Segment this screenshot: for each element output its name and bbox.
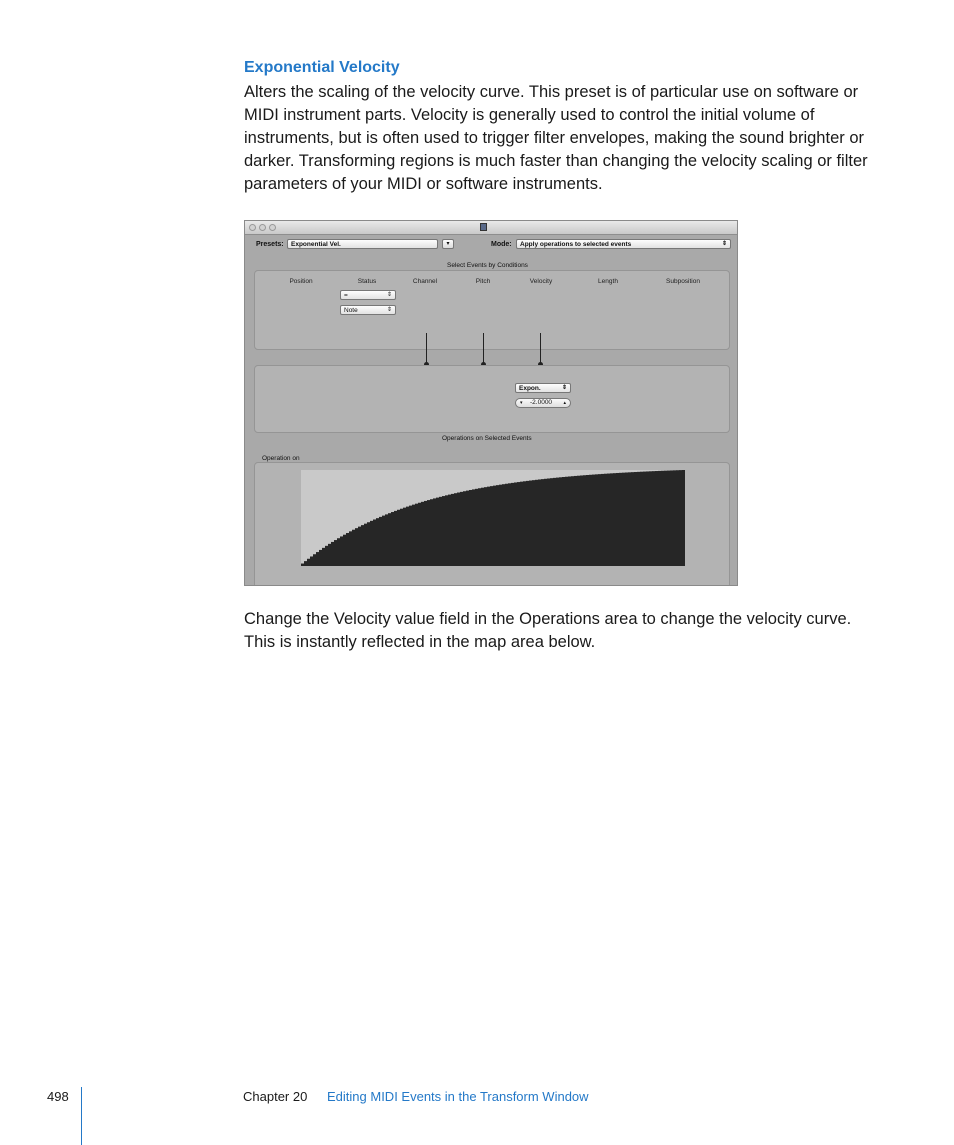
status-condition-popup[interactable] <box>340 290 396 300</box>
map-bar <box>583 475 586 566</box>
map-bar <box>376 518 379 566</box>
column-subposition: Subposition <box>666 278 700 285</box>
map-bar <box>556 478 559 566</box>
map-bar <box>379 517 382 566</box>
map-bar <box>619 473 622 566</box>
map-bar <box>439 497 442 566</box>
map-bar <box>622 473 625 566</box>
map-bar <box>592 475 595 566</box>
map-bar <box>631 472 634 566</box>
map-bar <box>523 481 526 566</box>
map-bar <box>616 473 619 566</box>
operations-panel <box>254 365 730 433</box>
map-bar <box>478 488 481 566</box>
operation-on-label: Operation on <box>262 455 300 462</box>
status-value-popup[interactable] <box>340 305 396 315</box>
velocity-value-field[interactable] <box>515 398 571 408</box>
map-bar <box>520 482 523 566</box>
column-pitch: Pitch <box>475 278 491 285</box>
map-bar <box>349 531 352 566</box>
map-bar <box>652 471 655 566</box>
velocity-map-graph[interactable] <box>301 470 685 566</box>
velocity-value: -2.0000 <box>530 399 553 406</box>
map-bar <box>505 484 508 566</box>
map-bar <box>613 473 616 566</box>
map-bar <box>634 472 637 566</box>
map-bar <box>466 491 469 566</box>
map-bar <box>325 546 328 566</box>
select-conditions-caption: Select Events by Conditions <box>447 262 528 269</box>
map-bar <box>463 491 466 566</box>
map-bar <box>598 474 601 566</box>
increment-arrow-icon: ▴ <box>563 400 566 406</box>
map-bar <box>625 472 628 566</box>
close-button[interactable] <box>249 224 256 231</box>
map-bar <box>649 471 652 566</box>
map-bar <box>346 533 349 566</box>
map-bar <box>571 476 574 566</box>
map-bar <box>547 478 550 566</box>
map-bar <box>400 509 403 566</box>
mode-value: Apply operations to selected events <box>520 241 632 248</box>
map-bar <box>565 477 568 566</box>
map-bar <box>421 502 424 566</box>
map-bar <box>511 483 514 566</box>
map-bar <box>679 470 682 566</box>
map-bar <box>544 479 547 566</box>
map-bar <box>460 492 463 566</box>
velocity-map-curve <box>301 470 685 566</box>
updown-arrows-icon: ⇕ <box>386 292 392 298</box>
presets-label: Presets: <box>256 241 284 248</box>
operations-caption: Operations on Selected Events <box>442 435 532 442</box>
map-bar <box>406 507 409 566</box>
map-bar <box>574 476 577 566</box>
presets-menu-button[interactable] <box>442 239 454 249</box>
map-bar <box>640 472 643 566</box>
window-titlebar <box>245 221 737 235</box>
map-bar <box>628 472 631 566</box>
map-bar <box>448 495 451 566</box>
intro-paragraph: Alters the scaling of the velocity curve. This preset is of particular use on software or MIDI instrument parts. Velocity is generally used to control the initial volume of instruments, but is often used to trigger filter envelopes, making the sound brighter or darker. Transforming regions is much faster than changing the velocity scaling or filter parameters of your MIDI or software instruments. <box>244 83 868 193</box>
map-bar <box>310 556 313 566</box>
map-bar <box>550 478 553 566</box>
followup-paragraph: Change the Velocity value field in the Operations area to change the velocity curve. This is instantly reflected in the map area below. <box>244 610 852 651</box>
section-heading: Exponential Velocity <box>244 59 400 76</box>
map-bar <box>487 487 490 566</box>
map-bar <box>424 501 427 566</box>
map-bar <box>535 480 538 566</box>
map-bar <box>328 544 331 566</box>
map-bar <box>553 478 556 566</box>
map-bar <box>589 475 592 566</box>
map-bar <box>451 494 454 566</box>
map-bar <box>610 473 613 566</box>
map-bar <box>475 489 478 566</box>
transform-window-screenshot <box>244 220 738 586</box>
map-bar <box>382 516 385 566</box>
map-bar <box>436 498 439 566</box>
map-bar <box>643 472 646 566</box>
map-bar <box>559 477 562 566</box>
map-bar <box>304 561 307 566</box>
map-bar <box>673 470 676 566</box>
map-bar <box>316 552 319 566</box>
map-bar <box>397 510 400 566</box>
decrement-arrow-icon: ▾ <box>520 400 523 406</box>
map-bar <box>469 490 472 566</box>
map-bar <box>472 489 475 566</box>
map-bar <box>337 538 340 566</box>
map-bar <box>319 550 322 566</box>
map-bar <box>541 479 544 566</box>
map-bar <box>457 493 460 566</box>
updown-arrows-icon: ⇕ <box>721 241 727 247</box>
map-bar <box>358 527 361 566</box>
column-position: Position <box>289 278 313 285</box>
presets-popup[interactable] <box>287 239 438 249</box>
map-bar <box>313 554 316 566</box>
map-bar <box>595 474 598 566</box>
map-bar <box>361 525 364 566</box>
map-bar <box>340 536 343 566</box>
column-channel: Channel <box>412 278 438 285</box>
footer-chapter: Chapter 20 <box>243 1089 308 1104</box>
map-bar <box>586 475 589 566</box>
map-bar <box>493 486 496 566</box>
column-status: Status <box>357 278 377 285</box>
map-bar <box>427 500 430 566</box>
minimize-button[interactable] <box>259 224 266 231</box>
map-bar <box>568 476 571 566</box>
map-bar <box>532 480 535 566</box>
map-bar <box>412 505 415 566</box>
map-bar <box>322 548 325 566</box>
map-bar <box>664 471 667 566</box>
window-document-icon <box>480 223 487 231</box>
column-velocity: Velocity <box>529 278 553 285</box>
conditions-panel <box>254 270 730 350</box>
updown-arrows-icon: ⇕ <box>386 307 392 313</box>
map-bar <box>391 512 394 566</box>
map-bar <box>682 470 685 566</box>
map-bar <box>517 482 520 566</box>
page-number: 498 <box>47 1089 69 1104</box>
map-bar <box>658 471 661 566</box>
chevron-down-icon: ▾ <box>446 241 450 247</box>
footer-chapter-title: Editing MIDI Events in the Transform Window <box>327 1089 589 1104</box>
map-bar <box>676 470 679 566</box>
map-bar <box>403 508 406 566</box>
column-length: Length <box>598 278 618 285</box>
map-bar <box>655 471 658 566</box>
map-bar <box>364 524 367 566</box>
map-bar <box>385 514 388 566</box>
velocity-operation-value: Expon. <box>519 385 541 392</box>
map-bar <box>433 498 436 566</box>
mode-label: Mode: <box>491 241 512 248</box>
map-bar <box>502 484 505 566</box>
map-bar <box>661 471 664 566</box>
map-bar <box>301 564 304 566</box>
map-bar <box>334 540 337 566</box>
map-bar <box>562 477 565 566</box>
map-bar <box>415 504 418 566</box>
map-bar <box>418 503 421 566</box>
map-bar <box>646 471 649 566</box>
map-bar <box>601 474 604 566</box>
map-bar <box>604 474 607 566</box>
zoom-button[interactable] <box>269 224 276 231</box>
footer-divider <box>81 1087 82 1145</box>
map-bar <box>481 488 484 566</box>
map-bar <box>388 513 391 566</box>
updown-arrows-icon: ⇕ <box>561 385 567 391</box>
map-bar <box>352 530 355 566</box>
status-condition-value: = <box>344 292 348 299</box>
map-bar <box>607 474 610 566</box>
map-bar <box>667 471 670 566</box>
map-bar <box>355 528 358 566</box>
map-bar <box>499 485 502 566</box>
mode-popup[interactable] <box>516 239 731 249</box>
map-bar <box>496 485 499 566</box>
map-bar <box>484 487 487 566</box>
map-bar <box>343 535 346 566</box>
map-bar <box>490 486 493 566</box>
map-bar <box>529 481 532 566</box>
map-bar <box>526 481 529 566</box>
map-bar <box>409 506 412 566</box>
map-bar <box>670 470 673 566</box>
presets-value: Exponential Vel. <box>291 241 341 248</box>
map-bar <box>538 479 541 566</box>
map-bar <box>331 542 334 566</box>
map-bar <box>442 496 445 566</box>
map-bar <box>580 475 583 566</box>
map-bar <box>514 482 517 566</box>
map-bar <box>454 493 457 566</box>
map-bar <box>637 472 640 566</box>
map-bar <box>307 559 310 566</box>
map-bar <box>577 476 580 566</box>
map-bar <box>430 499 433 566</box>
map-bar <box>373 519 376 566</box>
velocity-operation-popup[interactable] <box>515 383 571 393</box>
map-bar <box>370 521 373 566</box>
map-bar <box>508 483 511 566</box>
status-value: Note <box>344 307 358 314</box>
map-bar <box>394 511 397 566</box>
map-bar <box>445 495 448 566</box>
map-bar <box>367 522 370 566</box>
